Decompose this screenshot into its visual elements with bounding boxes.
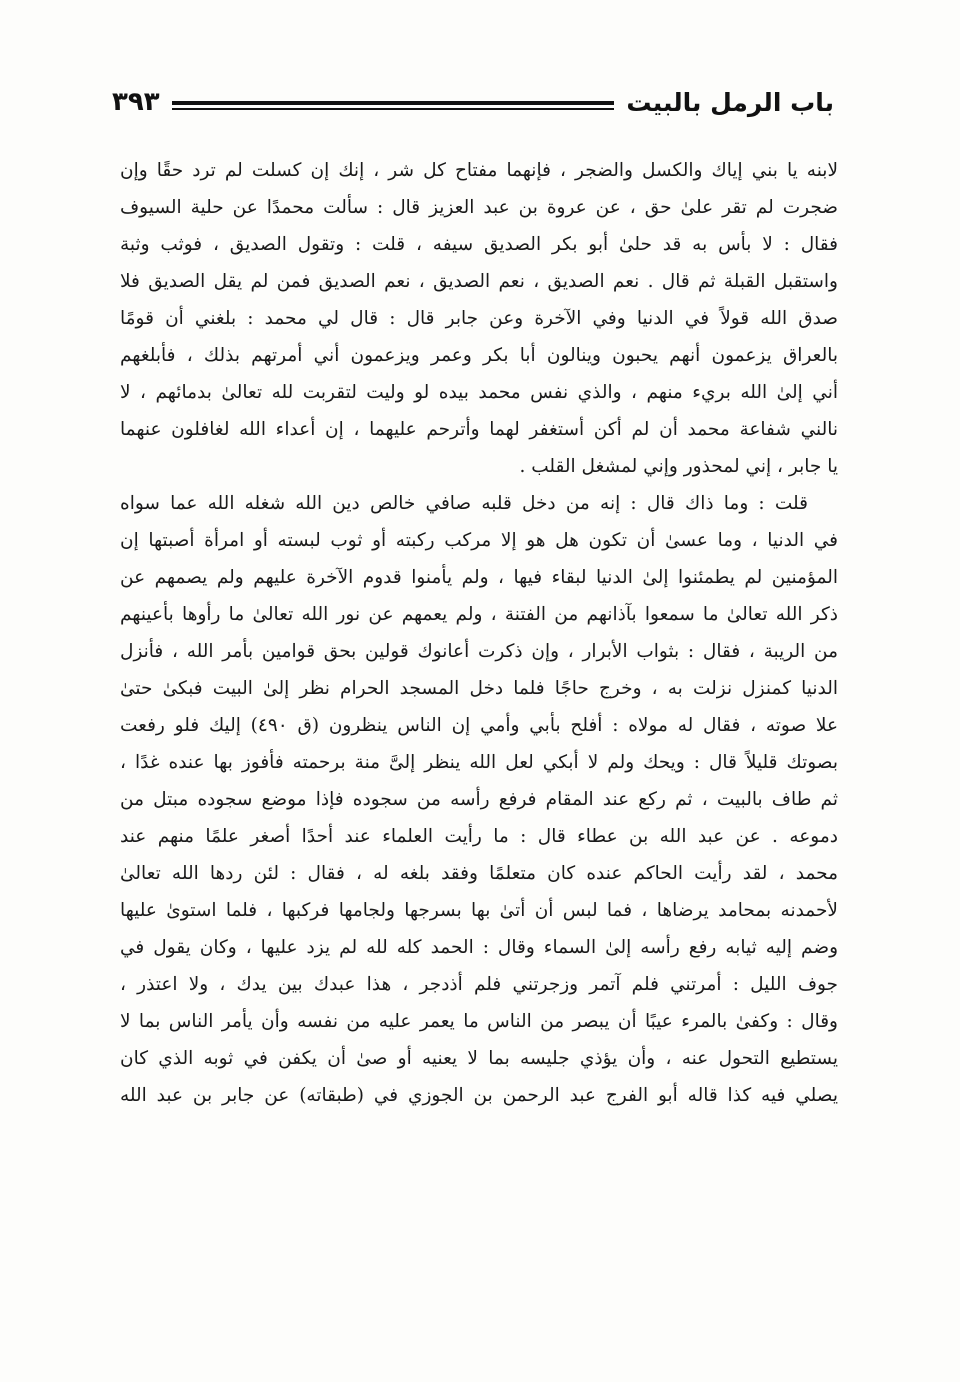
text-line: قلت : وما ذاك قال : إنه من دخل قلبه صافي خالص دين الله شغله الله عما سواه bbox=[120, 493, 808, 514]
text-line: يا جابر ، إني لمحذور وإني لمشغل القلب . bbox=[519, 456, 838, 477]
text-line: ضجرت لم تقر علىٰ حق ، عن عروة بن عبد العزيز قال : سألت محمدًا عن حلية السيوف bbox=[120, 197, 838, 218]
text-line: ذكر الله تعالىٰ ما سمعوا بآذانهم من الفتنة ، ولم يعمهم عن نور الله تعالىٰ ما رأوها بأعينهم bbox=[120, 604, 838, 625]
text-line: الدنيا كمنزل نزلت به ، وخرج حاجًا فلما دخل المسجد الحرام نظر إلىٰ البيت فبكىٰ حتىٰ bbox=[120, 678, 838, 699]
text-line: دموعه . عن عبد الله بن عطاء قال : ما رأيت العلماء عند أحدًا أصغر علمًا منهم عند bbox=[120, 826, 838, 847]
text-line: من الريبة ، فقال : بثواب الأبرار ، وإن ذكرت أعانوك قولين بحق قوامين بأمر الله ، فأنزل bbox=[120, 641, 838, 662]
text-line: وضم إليه ثيابه رفع رأسه إلىٰ السماء وقال : الحمد كله لله لم يزد عليها ، وكان يقول في bbox=[120, 937, 838, 958]
body-text bbox=[120, 152, 838, 1114]
chapter-title: باب الرمل بالبيت bbox=[626, 87, 834, 117]
text-line: أني إلىٰ الله بريء منهم ، والذي نفس محمد بيده لو وليت لتقربت لله تعالىٰ بدمائهم ، لا bbox=[120, 382, 838, 403]
text-line: يستطيع التحول عنه ، وأن يؤذي جليسه بما لا يعنيه أو صىٰ أن يكفن في ثوبه الذي كان bbox=[120, 1048, 838, 1069]
page-number: ٣٩٣ bbox=[112, 87, 160, 117]
text-line: بالعراق يزعمون أنهم يحبون وينالون أبا بكر وعمر ويزعمون أني أمرتهم بذلك ، فأبلغهم bbox=[120, 345, 838, 366]
text-line: لأحمدنه بمحامد يرضاها ، فما لبس أن أتىٰ بها بسرجها ولجامها فركبها ، فلما استوىٰ عليها bbox=[120, 900, 838, 921]
text-line: جوف الليل : أمرتني فلم آتمر وزجرتني فلم أذدجر ، هذا عبدك بين يدك ، ولا اعتذر ، bbox=[120, 974, 838, 995]
text-line: واستقبل القبلة ثم قال . نعم الصديق ، نعم الصديق ، نعم الصديق فمن لم يقل الصديق فلا bbox=[120, 271, 838, 292]
text-line: بصوتك قليلاً قال : ويحك ولم لا أبكي لعل الله ينظر إلىَّ منة برحمته فأفوز بها عنده غدًا ، bbox=[120, 752, 838, 773]
text-line: صدق الله قولاً في الدنيا وفي الآخرة وعن جابر قال : قال لي محمد : بلغني أن قومًا bbox=[120, 308, 838, 329]
page-header bbox=[112, 80, 834, 124]
header-rule bbox=[172, 101, 615, 110]
text-line: وقال : وكفىٰ بالمرء عيبًا أن يبصر من الناس ما يعمر عليه من نفسه وأن يأمر الناس بما لا bbox=[120, 1011, 838, 1032]
text-line: فقال : لا بأس به قد حلىٰ أبو بكر الصديق سيفه ، قلت : وتقول الصديق ، فوثب وثبة bbox=[120, 234, 838, 255]
text-line: في الدنيا ، وما عسىٰ أن تكون هل هو إلا مركب ركبته أو ثوب لبسته أو امرأة أصبتها إن bbox=[120, 530, 838, 551]
text-line: المؤمنين لم يطمئنوا إلىٰ الدنيا لبقاء فيها ، ولم يأمنوا قدوم الآخرة عليهم ولم يصمهم عن bbox=[120, 567, 838, 588]
text-line: علا صوته ، فقال له مولاه : أفلح بأبي وأمي إن الناس ينظرون (ق ٤٩٠) إليك فلو رفعت bbox=[120, 715, 838, 736]
text-line: ثم طاف بالبيت ، ثم ركع عند المقام فرفع رأسه من سجوده فإذا موضع سجوده مبتل من bbox=[120, 789, 838, 810]
text-line: يصلي فيه كذا قاله أبو الفرج عبد الرحمن بن الجوزي في (طبقاته) عن جابر بن عبد الله bbox=[120, 1085, 838, 1106]
text-line: لابنه يا بني إياك والكسل والضجر ، فإنهما مفتاح كل شر ، إنك إن كسلت لم ترد حقًا وإن bbox=[120, 160, 838, 181]
text-line: نالني شفاعة محمد أن لم أكن أستغفر لهما وأترحم عليهما ، إن أعداء الله لغافلون عنهما bbox=[120, 419, 838, 440]
text-line: محمد ، لقد رأيت الحاكم عنده كان متعلمًا وفقد بلغه له ، فقال : لئن ردها الله تعالىٰ bbox=[120, 863, 838, 884]
